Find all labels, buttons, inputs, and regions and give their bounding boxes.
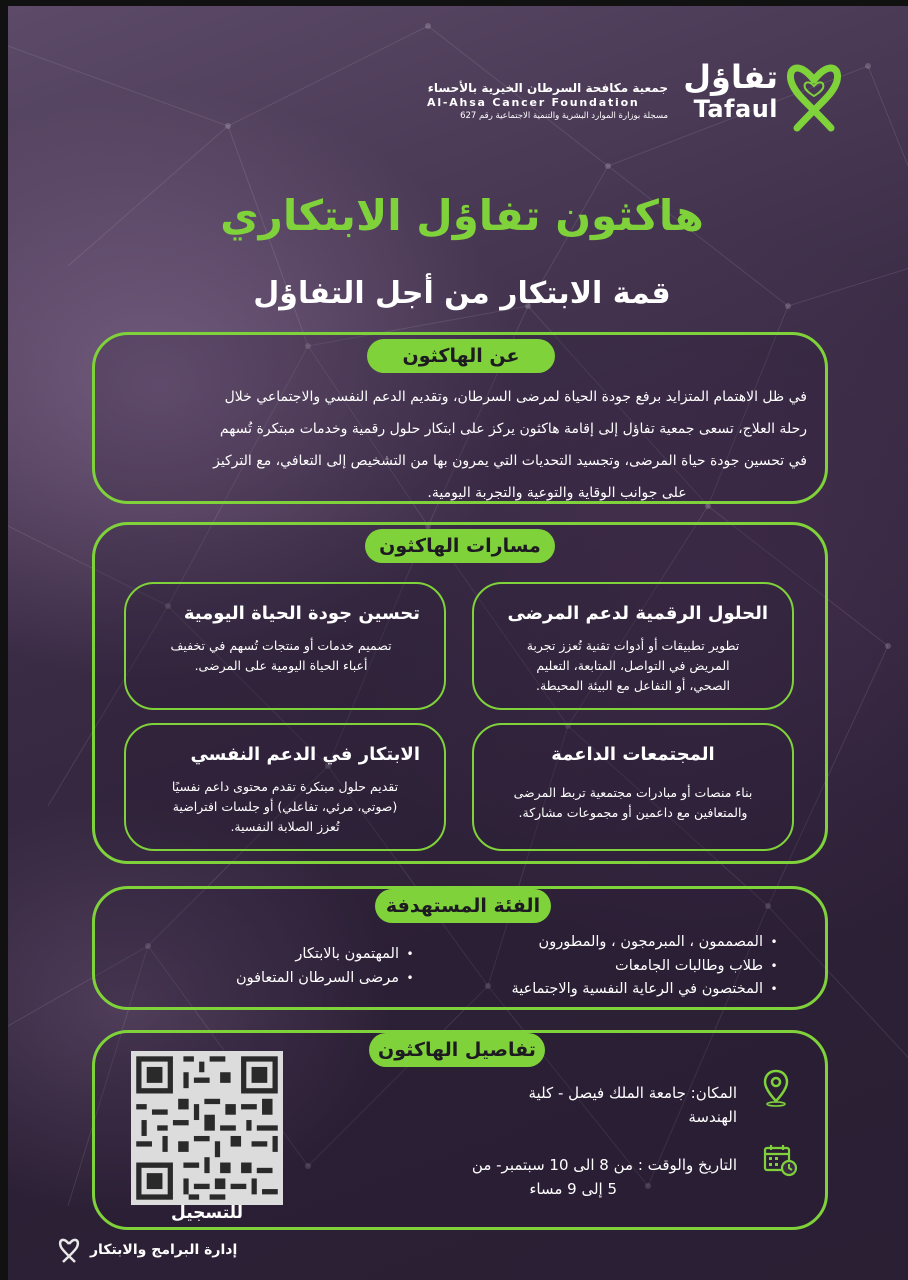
- brand-name-english: Tafaul: [693, 95, 778, 123]
- footer-ribbon-icon: [58, 1234, 80, 1264]
- datetime-text: [417, 1153, 737, 1201]
- location-pin-icon: [763, 1069, 789, 1107]
- audience-heading: الفئة المستهدفة: [375, 889, 551, 923]
- tracks-panel: [92, 522, 828, 864]
- track-line: تُعزز الصلابة النفسية.: [230, 819, 340, 834]
- calendar-clock-icon: [763, 1143, 797, 1177]
- org-name-arabic: جمعية مكافحة السرطان الخيرية بالأحساء: [427, 81, 668, 95]
- about-line: رحلة العلاج، تسعى جمعية تفاؤل إلى إقامة هاكثون يركز على ابتكار حلول رقمية وخدمات مبتكرة تُسهم: [219, 421, 807, 437]
- register-label: للتسجيل: [171, 1203, 243, 1223]
- track-card-quality-of-life: [124, 582, 446, 710]
- track-title: الابتكار في الدعم النفسي: [190, 744, 420, 765]
- track-description: [474, 783, 792, 823]
- track-title: المجتمعات الداعمة: [551, 744, 715, 765]
- track-card-psychological-support: [124, 723, 446, 851]
- org-registration: مسجلة بوزارة الموارد البشرية والتنمية الاجتماعية رقم 627: [460, 111, 668, 121]
- about-line: في ظل الاهتمام المتزايد برفع جودة الحياة لمرضى السرطان، وتقديم الدعم النفسي والاجتماعي خلال: [224, 389, 807, 405]
- track-card-supportive-communities: [472, 723, 794, 851]
- audience-list-secondary: [236, 943, 421, 990]
- brand-name-arabic: تفاؤل: [683, 58, 778, 96]
- track-line: أعباء الحياة اليومية على المرضى.: [194, 658, 368, 673]
- track-line: بناء منصات أو مبادرات مجتمعية تربط المرضى: [513, 785, 753, 800]
- tracks-heading: مسارات الهاكثون: [365, 529, 555, 563]
- track-card-digital-solutions: [472, 582, 794, 710]
- about-heading: عن الهاكثون: [367, 339, 555, 373]
- track-description: [126, 636, 444, 676]
- datetime-line: التاريخ والوقت : من 8 الى 10 سبتمبر- من: [471, 1156, 737, 1174]
- about-text: [117, 381, 807, 509]
- audience-list-primary: [511, 931, 785, 1002]
- about-line: على جوانب الوقاية والتوعية والتجربة اليومية.: [427, 485, 687, 501]
- location-text: [477, 1081, 737, 1129]
- location-line: الهندسة: [688, 1108, 737, 1126]
- registration-qr-code[interactable]: [131, 1051, 283, 1205]
- audience-item: • مرضى السرطان المتعافون: [236, 967, 421, 991]
- tafaul-ribbon-logo: [783, 50, 845, 132]
- track-line: تقديم حلول مبتكرة تقدم محتوى داعم نفسيًا: [171, 779, 399, 794]
- about-panel: [92, 332, 828, 504]
- track-description: [474, 636, 792, 696]
- track-description: [126, 777, 444, 837]
- track-title: الحلول الرقمية لدعم المرضى: [507, 603, 768, 624]
- audience-item: • المصممون ، المبرمجون ، والمطورون: [511, 931, 785, 955]
- details-panel: [92, 1030, 828, 1230]
- about-line: في تحسين جودة حياة المرضى، وتجسيد التحديات التي يمرون بها من التشخيص إلى التعافي، مع التركيز: [213, 453, 807, 469]
- datetime-line: 5 إلى 9 مساء: [529, 1180, 617, 1198]
- brand-wordmark: [678, 58, 778, 122]
- track-line: المريض في التواصل، المتابعة، التعليم: [536, 658, 730, 673]
- sub-title: قمة الابتكار من أجل التفاؤل: [253, 276, 671, 311]
- track-line: تطوير تطبيقات أو أدوات تقنية تُعزز تجربة: [526, 638, 740, 653]
- footer-department: إدارة البرامج والابتكار: [90, 1242, 238, 1258]
- track-line: والمتعافين مع داعمين أو مجموعات مشاركة.: [518, 805, 748, 820]
- track-line: (صوتي، مرئي، تفاعلي) أو جلسات افتراضية: [172, 799, 398, 814]
- details-heading: تفاصيل الهاكثون: [369, 1033, 545, 1067]
- audience-item: • المهتمون بالابتكار: [236, 943, 421, 967]
- org-name-english: Al-Ahsa Cancer Foundation: [427, 96, 640, 109]
- track-line: تصميم خدمات أو منتجات تُسهم في تخفيف: [170, 638, 392, 653]
- organization-block: [413, 80, 668, 122]
- audience-item: • المختصون في الرعاية النفسية والاجتماعية: [511, 978, 785, 1002]
- main-title: هاكثون تفاؤل الابتكاري: [220, 191, 704, 240]
- track-title: تحسين جودة الحياة اليومية: [183, 603, 420, 624]
- audience-item: • طلاب وطالبات الجامعات: [511, 955, 785, 979]
- audience-panel: [92, 886, 828, 1010]
- track-line: الصحي، أو التفاعل مع البيئة المحيطة.: [535, 678, 731, 693]
- location-line: المكان: جامعة الملك فيصل - كلية: [528, 1084, 737, 1102]
